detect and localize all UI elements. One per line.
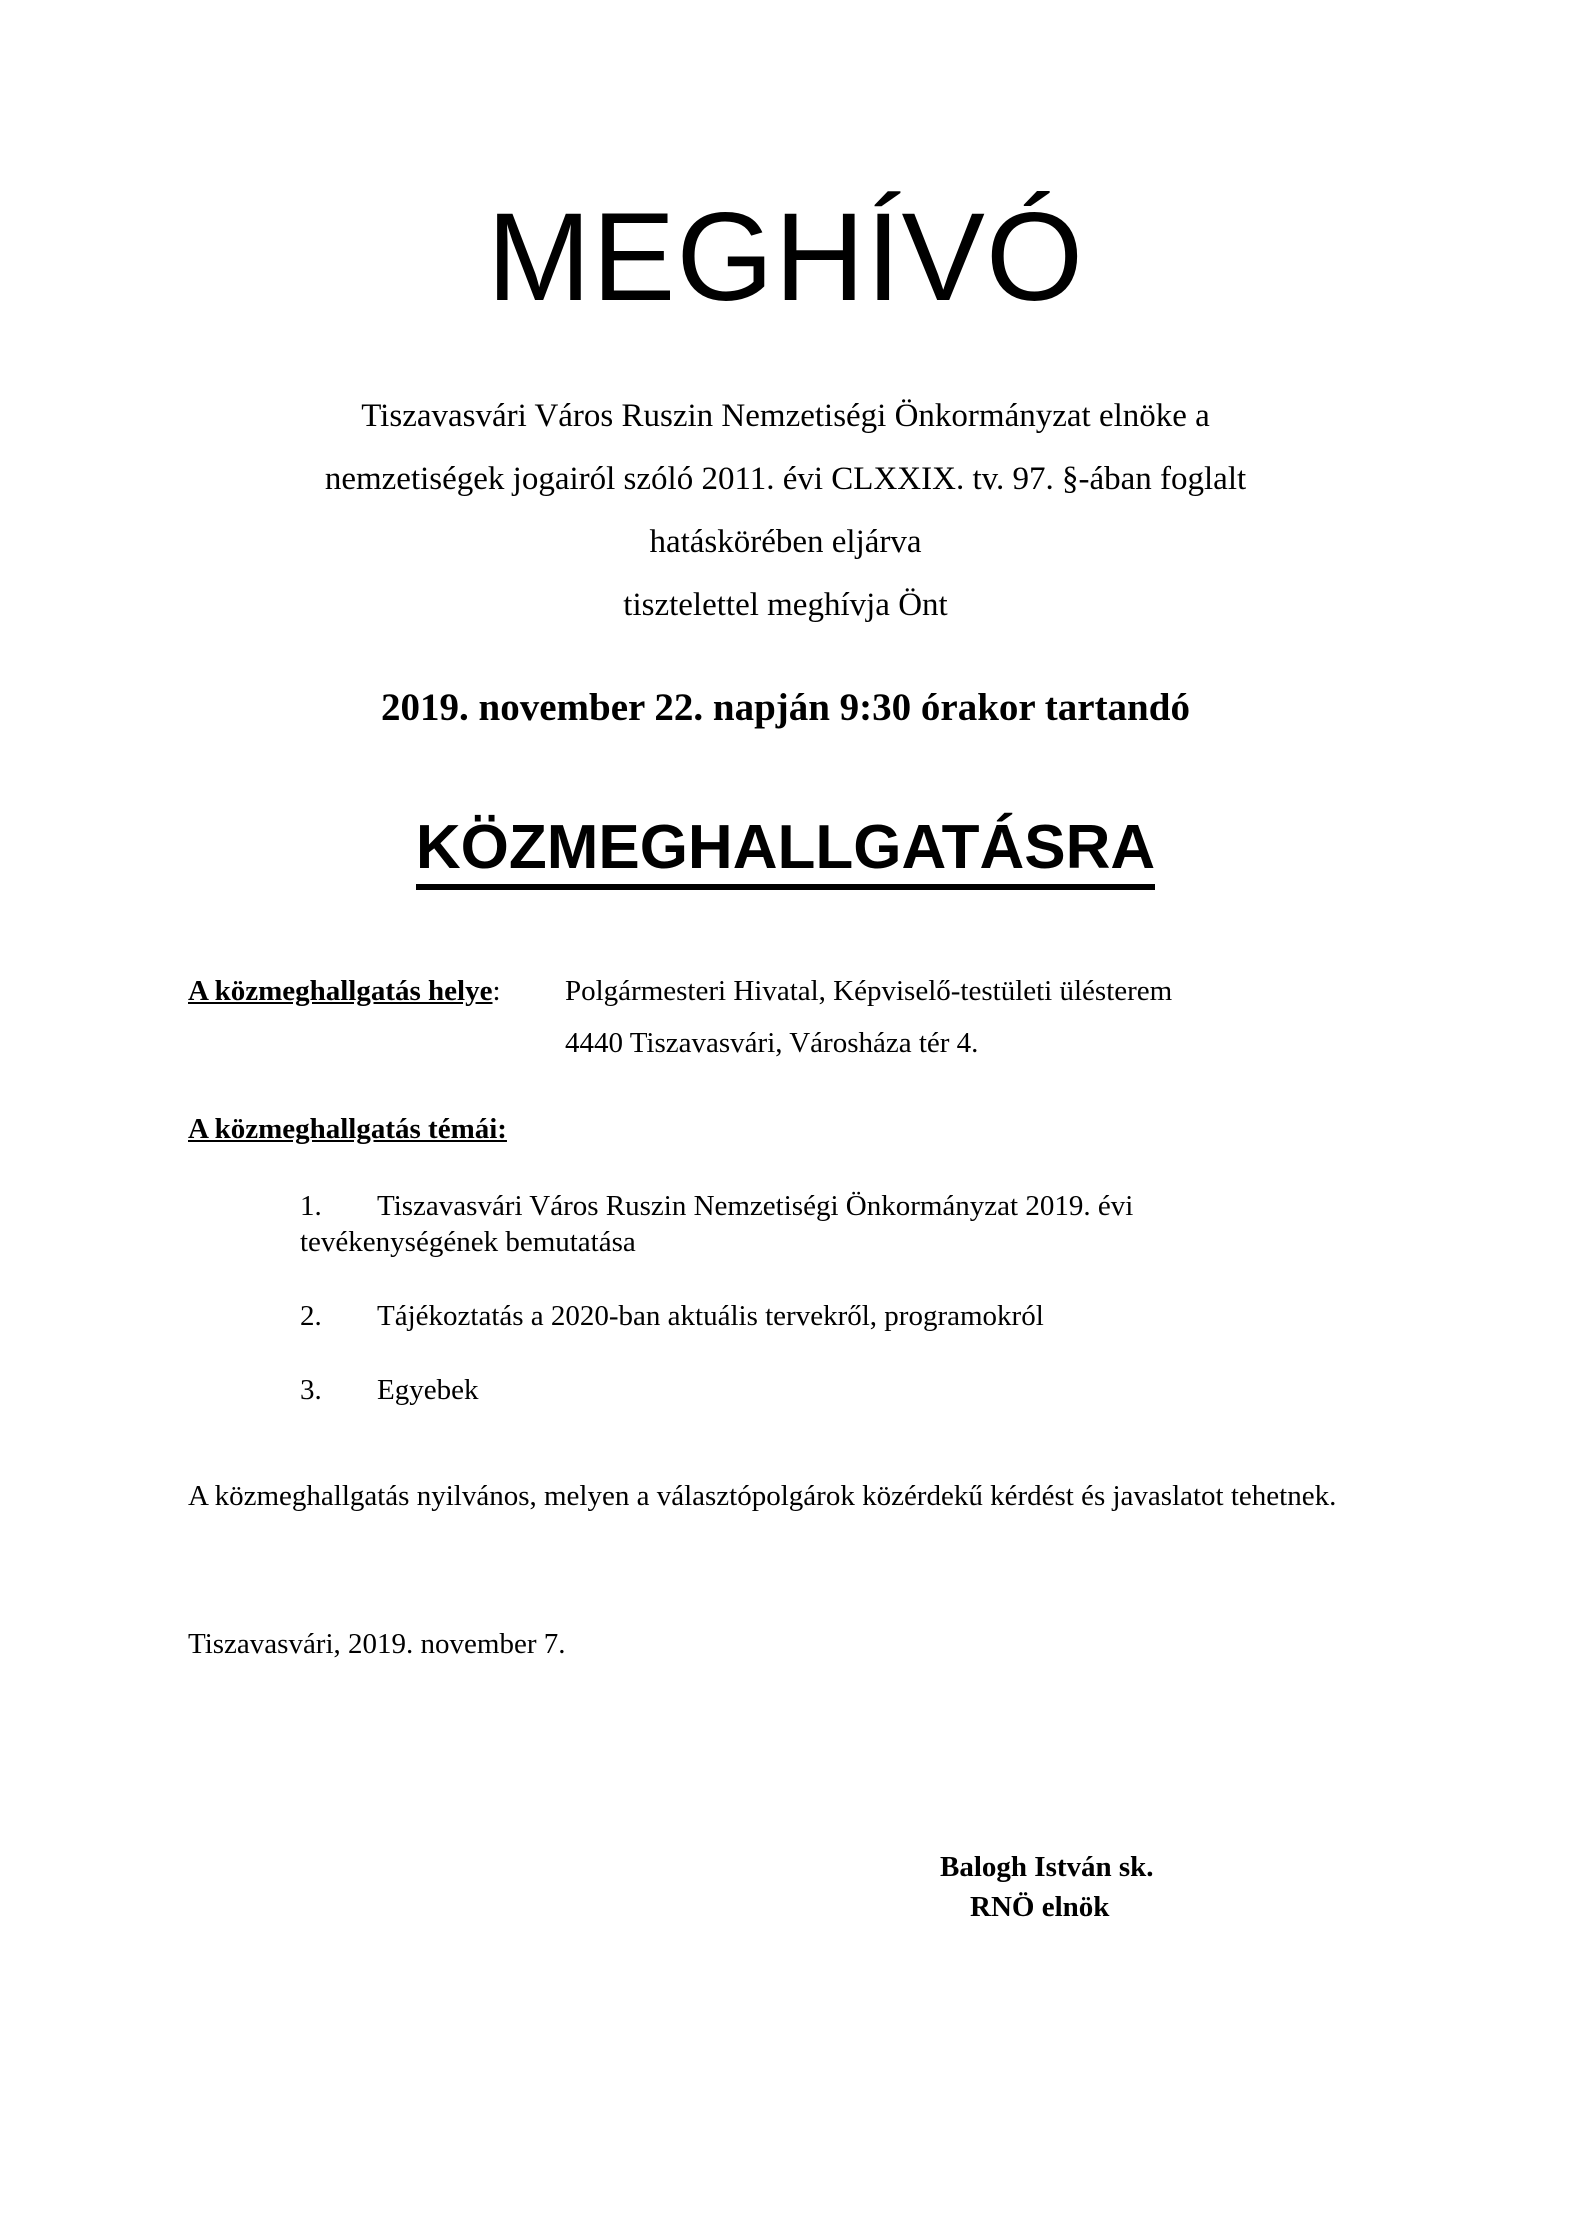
list-item-number: 1.	[300, 1190, 322, 1222]
list-item-number: 3.	[300, 1374, 322, 1406]
venue-line: 4440 Tiszavasvári, Városháza tér 4.	[565, 1027, 979, 1059]
document-title: MEGHÍVÓ	[486, 188, 1085, 327]
signature-block	[940, 1847, 1154, 1927]
topics-list	[300, 1188, 1300, 1446]
venue-line: Polgármesteri Hivatal, Képviselő-testületi ülésterem	[565, 975, 1173, 1007]
notice-paragraph: A közmeghallgatás nyilvános, melyen a választópolgárok közérdekű kérdést és javaslatot tehetnek.	[188, 1480, 1337, 1512]
venue-label-colon: :	[492, 975, 501, 1007]
intro-line: tisztelettel meghívja Önt	[623, 587, 948, 623]
intro-line: nemzetiségek jogairól szóló 2011. évi CLXXIX. tv. 97. §-ában foglalt	[324, 461, 1247, 497]
list-item-text: Tiszavasvári Város Ruszin Nemzetiségi Önkormányzat 2019. évi	[377, 1190, 1134, 1222]
intro-line: hatáskörében eljárva	[649, 524, 922, 560]
list-item	[300, 1298, 1300, 1334]
event-title: KÖZMEGHALLGATÁSRA	[416, 813, 1155, 890]
place-and-date: Tiszavasvári, 2019. november 7.	[188, 1628, 566, 1660]
venue-address	[565, 965, 1172, 1069]
event-date: 2019. november 22. napján 9:30 órakor tartandó	[381, 686, 1190, 729]
list-item	[300, 1188, 1300, 1260]
intro-line: Tiszavasvári Város Ruszin Nemzetiségi Önkormányzat elnöke a	[361, 398, 1210, 434]
signatory-name: Balogh István sk.	[940, 1851, 1154, 1883]
list-item-number: 2.	[300, 1300, 322, 1332]
topics-label: A közmeghallgatás témái:	[188, 1113, 507, 1145]
list-item-text: Tájékoztatás a 2020-ban aktuális tervekről, programokról	[377, 1300, 1044, 1332]
venue-label	[188, 965, 501, 1017]
intro-paragraph	[0, 385, 1571, 637]
list-item-text: Egyebek	[377, 1374, 479, 1406]
signatory-role: RNÖ elnök	[970, 1891, 1110, 1923]
venue-label-text: A közmeghallgatás helye	[188, 975, 493, 1007]
list-item-text: tevékenységének bemutatása	[300, 1226, 636, 1258]
event-heading	[0, 808, 1571, 888]
list-item	[300, 1372, 1300, 1408]
